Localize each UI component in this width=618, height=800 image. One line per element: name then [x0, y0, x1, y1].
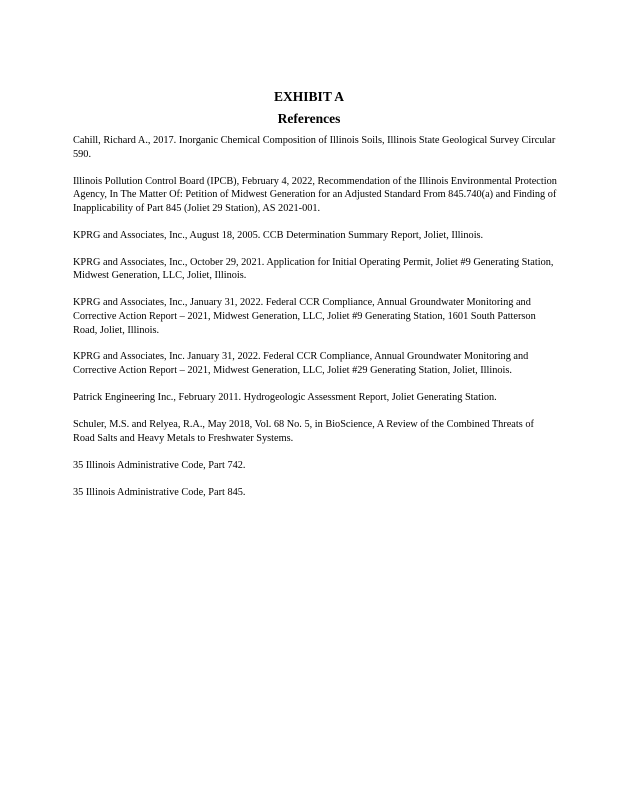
reference-item-cahill-2017: Cahill, Richard A., 2017. Inorganic Chemical Composition of Illinois Soils, Illinois State Geological Survey Circular 590. — [73, 135, 556, 160]
reference-item-kprg-jan-2022-joliet-9: KPRG and Associates, Inc., January 31, 2022. Federal CCR Compliance, Annual Groundwater Monitoring and Corrective Action Report – 2021, Midwest Generation, LLC, Joliet #9 Generating Station, 1601 South Patterson Road, Joliet, Illinois. — [73, 297, 536, 336]
reference-item-patrick-2011: Patrick Engineering Inc., February 2011. Hydrogeologic Assessment Report, Joliet Generating Station. — [73, 392, 497, 404]
reference-item-iac-part-742: 35 Illinois Administrative Code, Part 742. — [73, 459, 246, 471]
exhibit-title: EXHIBIT A — [274, 89, 344, 104]
reference-item-schuler-relyea-2018: Schuler, M.S. and Relyea, R.A., May 2018, Vol. 68 No. 5, in BioScience, A Review of the Combined Threats of Road Salts and Heavy Metals to Freshwater Systems. — [73, 419, 534, 444]
reference-item-kprg-oct-2021: KPRG and Associates, Inc., October 29, 2021. Application for Initial Operating Permit, Joliet #9 Generating Station, Midwest Generation, LLC, Joliet, Illinois. — [73, 256, 554, 282]
reference-item-kprg-2005: KPRG and Associates, Inc., August 18, 2005. CCB Determination Summary Report, Joliet, Illinois. — [73, 229, 484, 241]
references-heading: References — [277, 111, 341, 126]
reference-list — [73, 134, 557, 513]
reference-item-kprg-jan-2022-joliet-29: KPRG and Associates, Inc. January 31, 2022. Federal CCR Compliance, Annual Groundwater Monitoring and Corrective Action Report – 2021, Midwest Generation, LLC, Joliet #29 Generating Station, Joliet, Illinois. — [73, 351, 529, 377]
reference-item-iac-part-845: 35 Illinois Administrative Code, Part 845. — [73, 486, 246, 498]
reference-item-ipcb-2022: Illinois Pollution Control Board (IPCB), February 4, 2022, Recommendation of the Illinois Environmental Protection Agency, In The Matter Of: Petition of Midwest Generation for an Adjusted Standard From 845.740(a) and Finding of Inapplicability of Part 845 (Joliet 29 Station), AS 2021-001. — [73, 175, 557, 214]
